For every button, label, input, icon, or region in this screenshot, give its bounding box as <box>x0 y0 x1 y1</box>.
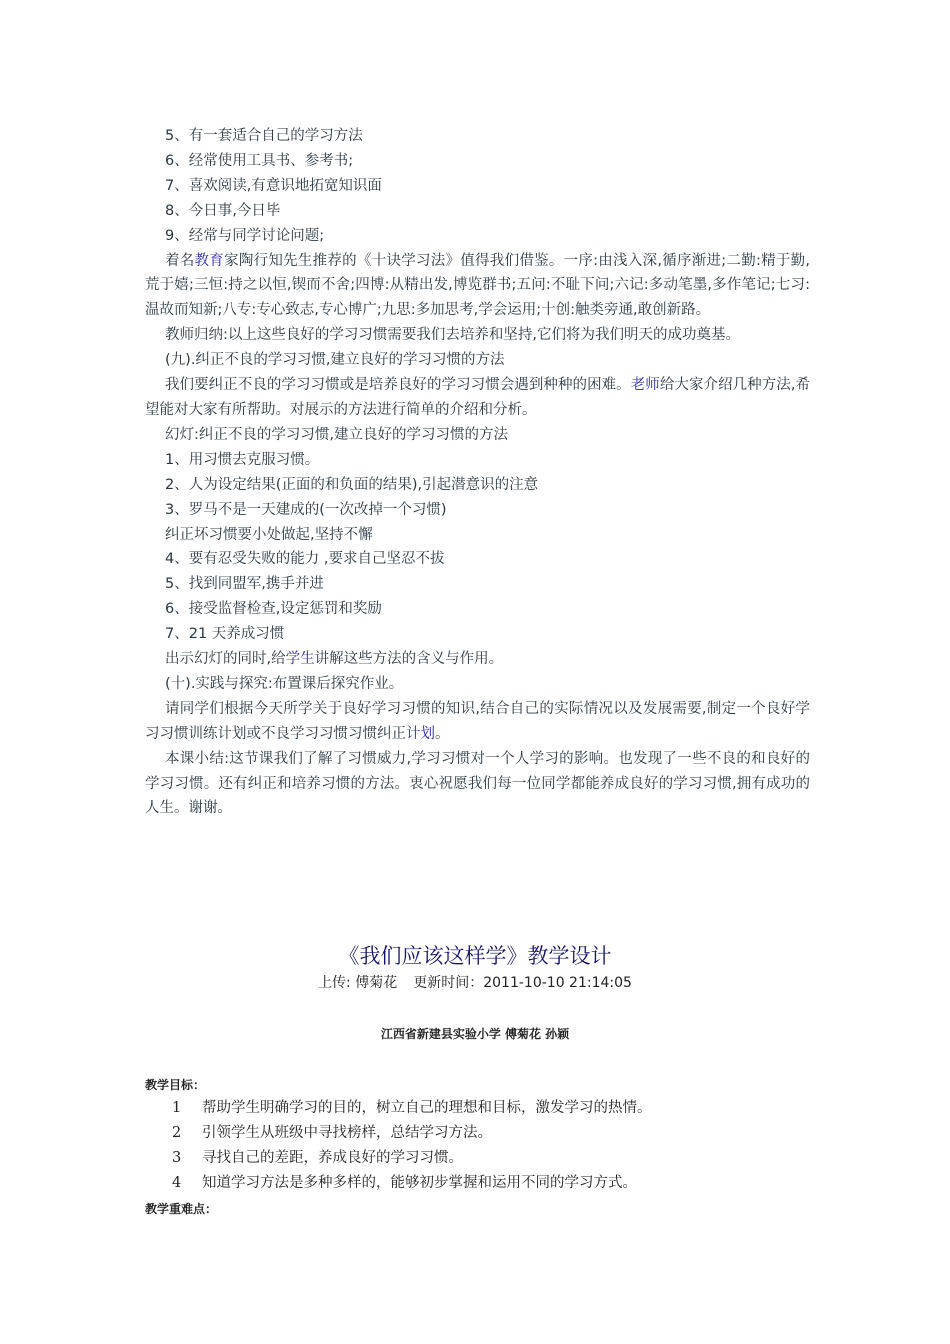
goal-item <box>172 1171 822 1196</box>
lesson-summary-paragraph: 本课小结:这节课我们了解了习惯威力,学习习惯对一个人学习的影响。也发现了一些不良的和良好的学习习惯。还有纠正和培养习惯的方法。衷心祝愿我们每一位同学都能养成良好的学习习惯,拥有成功的人生。谢谢。 <box>145 750 810 817</box>
goal-number: 1 <box>172 1100 182 1116</box>
goal-number: 2 <box>172 1125 182 1141</box>
paragraph-text: 家陶行知先生推荐的《十诀学习法》值得我们借鉴。一序:由浅入深,循序渐进;二勤:精于勤,荒于嬉;三恒:持之以恒,锲而不舍;四博:从精出发,博览群书;五问:不耻下问;六记:多动笔墨,多作笔记;七习:温故而知新;八专:专心致志,专心博广;九思:多加思考,学会运用;十创:触类旁通,敢创新路。 <box>145 252 811 319</box>
uploader-text: 上传: 傅菊花 <box>318 975 398 991</box>
education-link[interactable]: 教育 <box>194 252 225 269</box>
show-slide-line <box>145 647 810 672</box>
goal-text: 知道学习方法是多种多样的，能够初步掌握和运用不同的学习方式。 <box>202 1175 637 1191</box>
difficulty-paragraph <box>145 373 810 423</box>
section-heading-9: (九).纠正不良的学习习惯,建立良好的学习习惯的方法 <box>165 352 505 369</box>
teacher-summary-paragraph: 教师归纳:以上这些良好的学习习惯需要我们去培养和坚持,它们将为我们明天的成功奠基。 <box>165 327 740 344</box>
author-line: 江西省新建县实验小学 傅菊花 孙颖 <box>380 1027 570 1041</box>
paragraph-text: 着名 <box>165 252 195 269</box>
goal-number: 4 <box>172 1175 182 1191</box>
homework-paragraph <box>145 697 810 747</box>
goals-heading: 教学目标： <box>145 1078 206 1092</box>
goal-item <box>172 1146 822 1171</box>
plan-link[interactable]: 计划 <box>406 725 435 742</box>
goal-text: 帮助学生明确学习的目的，树立自己的理想和目标，激发学习的热情。 <box>202 1100 652 1116</box>
paragraph-text: 请同学们根据今天所学关于良好学习习惯的知识,结合自己的实际情况以及发展需要,制定一个良好学习习惯训练计划或不良学习习惯习惯纠正 <box>145 700 810 742</box>
list-item: 7、21 天养成习惯 <box>165 626 285 643</box>
goals-list <box>172 1096 822 1196</box>
list-item: 1、用习惯去克服习惯。 <box>165 451 320 468</box>
section-heading-10: (十).实践与探究:布置课后探究作业。 <box>165 675 404 692</box>
list-item: 4、要有忍受失败的能力 ,要求自己坚忍不拔 <box>165 551 445 568</box>
paragraph-text: 讲解这些方法的含义与作用。 <box>314 651 504 668</box>
student-link[interactable]: 学生 <box>285 651 315 668</box>
paragraph-text: 我们要纠正不良的学习习惯或是培养良好的学习习惯会遇到种种的困难。 <box>165 377 631 394</box>
list-item: 5、找到同盟军,携手并进 <box>165 576 324 593</box>
goal-text: 引领学生从班级中寻找榜样，总结学习方法。 <box>202 1125 492 1141</box>
paragraph-text: 。 <box>435 725 450 742</box>
list-item: 7、喜欢阅读,有意识地拓宽知识面 <box>165 177 382 194</box>
teacher-link[interactable]: 老师 <box>630 377 660 394</box>
article-title: 《我们应该这样学》教学设计 <box>338 944 612 968</box>
list-item: 3、罗马不是一天建成的(一次改掉一个习惯) <box>165 501 447 518</box>
updated-time-text: 更新时间：2011-10-10 21:14:05 <box>413 975 632 991</box>
list-item: 2、人为设定结果(正面的和负面的结果),引起潜意识的注意 <box>165 476 539 493</box>
list-item: 9、经常与同学讨论问题; <box>165 227 325 244</box>
list-item: 纠正坏习惯要小处做起,坚持不懈 <box>165 526 373 543</box>
list-item: 8、今日事,今日毕 <box>165 202 281 219</box>
goal-item <box>172 1121 822 1146</box>
goal-number: 3 <box>172 1150 182 1166</box>
goal-item <box>172 1096 822 1121</box>
list-item: 6、接受监督检查,设定惩罚和奖励 <box>165 601 382 618</box>
slide-caption: 幻灯:纠正不良的学习习惯,建立良好的学习习惯的方法 <box>165 426 508 443</box>
list-item: 6、经常使用工具书、参考书; <box>165 152 354 169</box>
paragraph-text: 给大家介绍几种方法,希望能对大家有所帮助。对展示的方法进行简单的介绍和分析。 <box>145 377 811 418</box>
lesson-text-section <box>145 124 810 821</box>
ten-methods-paragraph <box>145 249 810 324</box>
key-points-heading: 教学重难点： <box>145 1202 218 1216</box>
paragraph-text: 出示幻灯的同时,给 <box>165 651 286 668</box>
article-meta <box>0 972 950 992</box>
list-item: 5、有一套适合自己的学习方法 <box>165 128 363 144</box>
goal-text: 寻找自己的差距，养成良好的学习习惯。 <box>202 1150 463 1166</box>
